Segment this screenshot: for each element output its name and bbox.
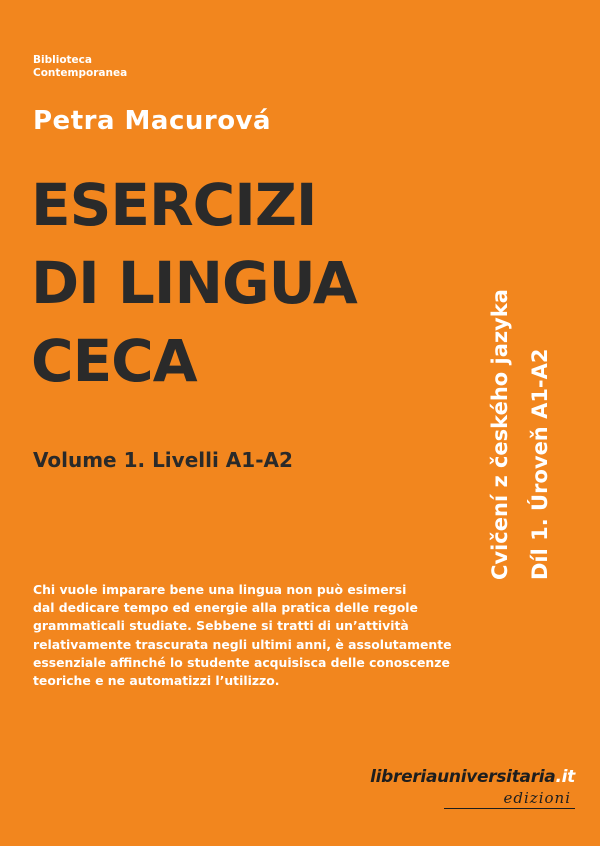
blurb-line-2: dal dedicare tempo ed energie alla pratica delle regole [33,600,418,616]
publisher-sub: edizioni [444,789,575,809]
title-line-1: ESERCIZI [31,171,317,239]
czech-title-line-1: Cvičení z českého jazyka [488,289,512,580]
blurb-text [33,581,553,690]
blurb-line-4: relativamente trascurata negli ultimi anni, è assolutamente [33,636,452,652]
publisher-name-suffix: .it [555,767,575,787]
czech-title-line-2: Díl 1. Úroveň A1-A2 [528,348,552,580]
series-line-1: Biblioteca [33,54,92,66]
volume-subtitle: Volume 1. Livelli A1-A2 [33,448,293,472]
blurb-line-6: teoriche e ne automatizzi l’utilizzo. [33,673,280,689]
blurb-line-3: grammaticali studiate. Sebbene si tratti di un’attività [33,618,409,634]
title-line-3: CECA [31,327,197,395]
blurb-line-5: essenziale affinché lo studente acquisisca delle conoscenze [33,654,450,670]
blurb-line-1: Chi vuole imparare bene una lingua non può esimersi [33,582,407,597]
book-title [31,166,357,400]
czech-title-block [470,190,570,590]
title-line-2: DI LINGUA [31,249,357,317]
publisher-logo [345,767,575,809]
series-line-2: Contemporanea [33,67,128,79]
series-label [33,54,127,80]
publisher-name-main: libreriauniversitaria [370,767,556,787]
author-name: Petra Macurová [33,106,272,136]
publisher-name [345,767,575,787]
